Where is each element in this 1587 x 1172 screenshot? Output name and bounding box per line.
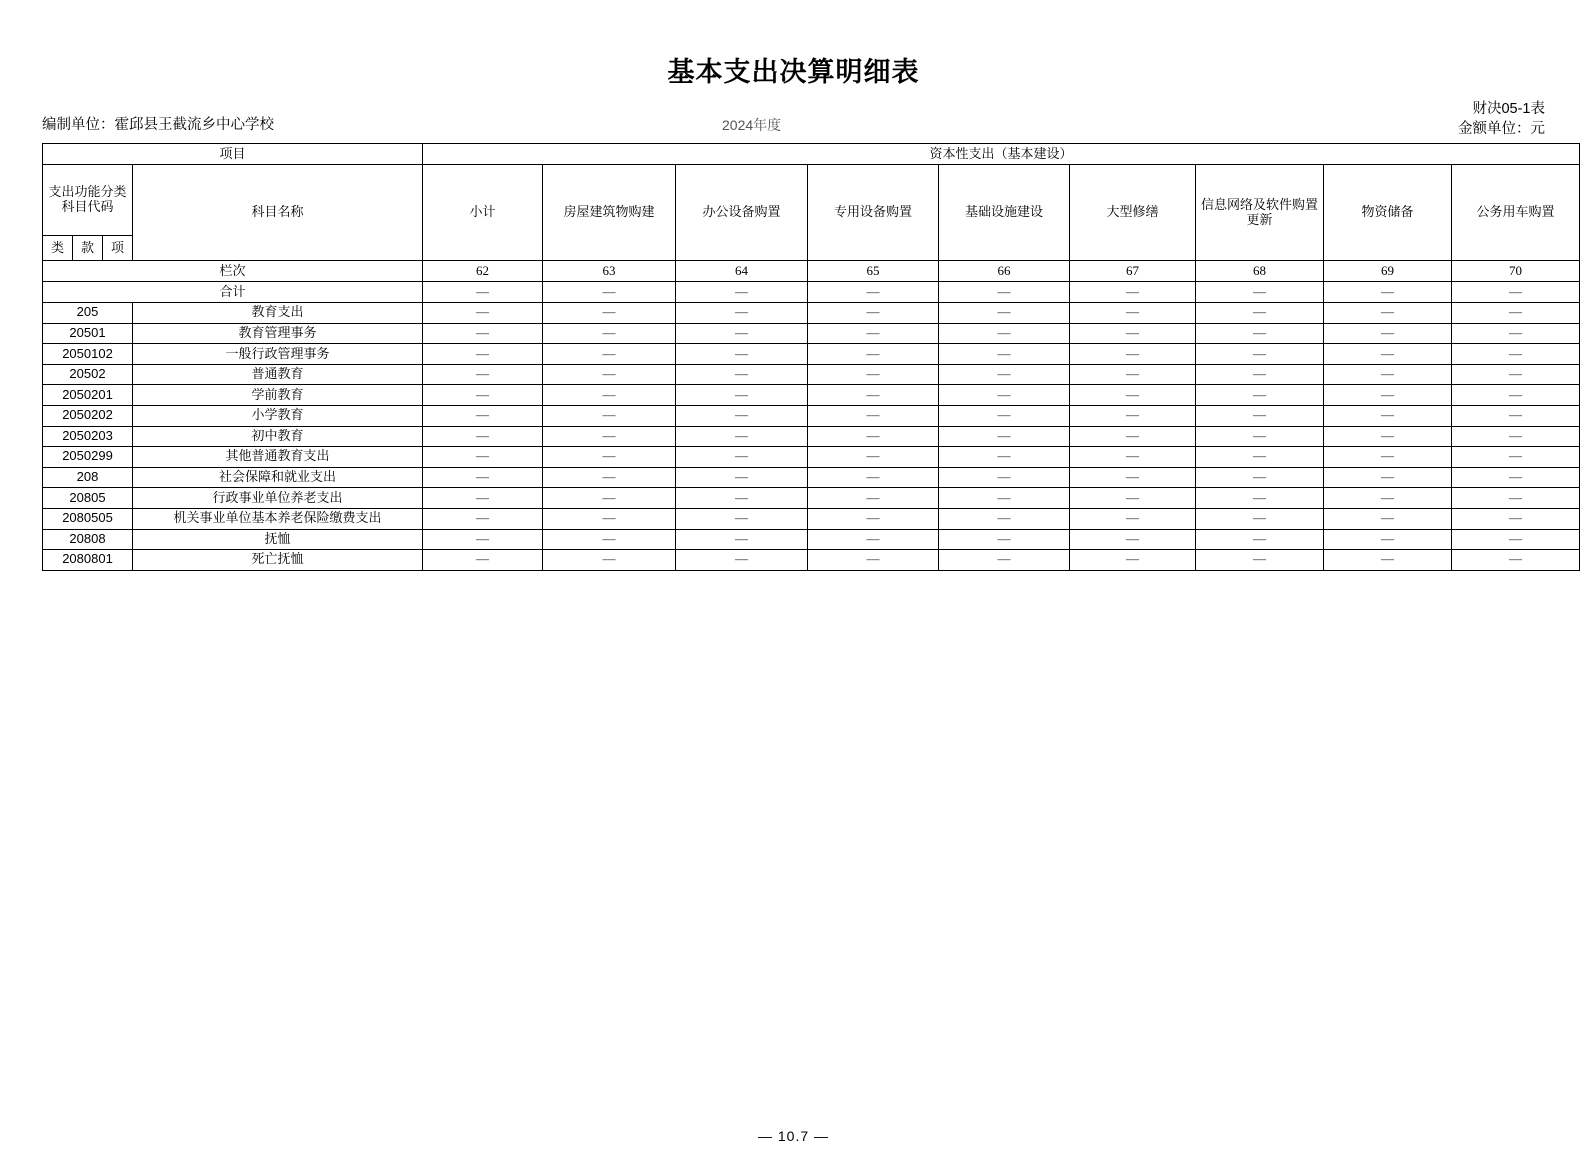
row-value: —	[1324, 467, 1452, 488]
row-value: —	[939, 447, 1070, 468]
row-value: —	[676, 323, 808, 344]
row-name: 教育管理事务	[133, 323, 423, 344]
row-value: —	[1324, 508, 1452, 529]
code-subheader-class: 类	[43, 236, 73, 261]
row-value: —	[808, 529, 939, 550]
page-footer: — 10.7 —	[757, 1128, 830, 1144]
row-value: —	[543, 426, 676, 447]
row-value: —	[939, 364, 1070, 385]
row-value: —	[423, 467, 543, 488]
amount-unit: 金额单位：元	[1458, 121, 1545, 137]
row-code: 20501	[43, 323, 133, 344]
total-value: —	[1324, 282, 1452, 303]
lanci-64: 64	[676, 261, 808, 282]
column-header-subtotal: 小计	[423, 165, 543, 261]
row-value: —	[1452, 447, 1580, 468]
column-header-it-network: 信息网络及软件购置更新	[1196, 165, 1324, 261]
row-code: 205	[43, 303, 133, 324]
row-value: —	[939, 344, 1070, 365]
row-value: —	[676, 426, 808, 447]
row-value: —	[939, 405, 1070, 426]
row-value: —	[808, 405, 939, 426]
row-value: —	[423, 447, 543, 468]
compiling-unit-value: 霍邱县王截流乡中心学校	[114, 117, 274, 133]
column-header-official-vehicle: 公务用车购置	[1452, 165, 1580, 261]
row-value: —	[1070, 447, 1196, 468]
row-value: —	[1070, 467, 1196, 488]
total-value: —	[676, 282, 808, 303]
row-value: —	[1452, 529, 1580, 550]
fiscal-year: 2024年度	[722, 117, 782, 133]
row-value: —	[1196, 426, 1324, 447]
lanci-70: 70	[1452, 261, 1580, 282]
row-name: 抚恤	[133, 529, 423, 550]
row-value: —	[676, 550, 808, 571]
row-value: —	[543, 364, 676, 385]
row-value: —	[1452, 364, 1580, 385]
table-row	[43, 550, 1580, 571]
table-row	[43, 385, 1580, 406]
row-code: 2050203	[43, 426, 133, 447]
row-value: —	[1452, 323, 1580, 344]
row-value: —	[543, 467, 676, 488]
row-code: 2050202	[43, 405, 133, 426]
table-row	[43, 364, 1580, 385]
row-value: —	[543, 405, 676, 426]
row-value: —	[808, 344, 939, 365]
row-value: —	[1070, 529, 1196, 550]
row-value: —	[1324, 529, 1452, 550]
row-value: —	[1324, 550, 1452, 571]
row-value: —	[808, 385, 939, 406]
row-value: —	[808, 426, 939, 447]
row-value: —	[939, 508, 1070, 529]
row-name: 机关事业单位基本养老保险缴费支出	[133, 508, 423, 529]
row-value: —	[423, 529, 543, 550]
row-value: —	[808, 467, 939, 488]
row-value: —	[1452, 550, 1580, 571]
row-name: 行政事业单位养老支出	[133, 488, 423, 509]
table-lanci-row	[43, 261, 1580, 282]
row-value: —	[676, 303, 808, 324]
row-value: —	[1452, 405, 1580, 426]
row-value: —	[1070, 488, 1196, 509]
row-value: —	[1070, 303, 1196, 324]
row-value: —	[543, 550, 676, 571]
compiling-unit-label: 编制单位：	[42, 117, 115, 133]
table-row	[43, 447, 1580, 468]
row-code: 20808	[43, 529, 133, 550]
row-value: —	[1196, 323, 1324, 344]
row-value: —	[543, 303, 676, 324]
row-value: —	[1196, 364, 1324, 385]
total-value: —	[1452, 282, 1580, 303]
row-value: —	[939, 467, 1070, 488]
row-code: 2080505	[43, 508, 133, 529]
row-value: —	[423, 303, 543, 324]
row-value: —	[939, 426, 1070, 447]
row-value: —	[1070, 508, 1196, 529]
row-value: —	[939, 488, 1070, 509]
column-header-special-equipment: 专用设备购置	[808, 165, 939, 261]
row-value: —	[1070, 405, 1196, 426]
row-value: —	[543, 385, 676, 406]
row-value: —	[1452, 344, 1580, 365]
row-value: —	[1324, 405, 1452, 426]
lanci-69: 69	[1324, 261, 1452, 282]
row-value: —	[423, 405, 543, 426]
row-value: —	[423, 488, 543, 509]
total-value: —	[939, 282, 1070, 303]
total-value: —	[423, 282, 543, 303]
table-header-row	[43, 165, 1580, 236]
row-name: 一般行政管理事务	[133, 344, 423, 365]
row-value: —	[543, 488, 676, 509]
total-value: —	[808, 282, 939, 303]
row-value: —	[1324, 323, 1452, 344]
row-code: 2050299	[43, 447, 133, 468]
compiling-unit	[42, 113, 274, 134]
row-code: 2050201	[43, 385, 133, 406]
row-value: —	[676, 385, 808, 406]
table-row	[43, 344, 1580, 365]
row-value: —	[1452, 385, 1580, 406]
row-value: —	[939, 323, 1070, 344]
row-value: —	[939, 550, 1070, 571]
lanci-67: 67	[1070, 261, 1196, 282]
lanci-62: 62	[423, 261, 543, 282]
row-value: —	[1196, 488, 1324, 509]
row-value: —	[676, 529, 808, 550]
table-row	[43, 405, 1580, 426]
row-value: —	[1452, 488, 1580, 509]
meta-row	[0, 101, 1587, 143]
row-value: —	[1196, 447, 1324, 468]
row-value: —	[1452, 508, 1580, 529]
row-value: —	[808, 323, 939, 344]
row-value: —	[676, 344, 808, 365]
row-value: —	[423, 508, 543, 529]
row-value: —	[1070, 323, 1196, 344]
row-value: —	[1196, 303, 1324, 324]
row-value: —	[808, 447, 939, 468]
row-value: —	[543, 508, 676, 529]
row-code: 2050102	[43, 344, 133, 365]
row-name: 其他普通教育支出	[133, 447, 423, 468]
row-value: —	[1324, 447, 1452, 468]
row-value: —	[1324, 488, 1452, 509]
total-value: —	[1070, 282, 1196, 303]
table-row	[43, 488, 1580, 509]
total-value: —	[543, 282, 676, 303]
column-header-material-reserve: 物资储备	[1324, 165, 1452, 261]
row-value: —	[543, 344, 676, 365]
row-value: —	[1452, 467, 1580, 488]
row-value: —	[1324, 303, 1452, 324]
table-group-header-row	[43, 144, 1580, 165]
row-value: —	[423, 323, 543, 344]
row-code: 20805	[43, 488, 133, 509]
row-name: 教育支出	[133, 303, 423, 324]
row-value: —	[1070, 385, 1196, 406]
row-value: —	[423, 344, 543, 365]
row-value: —	[676, 467, 808, 488]
table-row	[43, 323, 1580, 344]
page	[0, 50, 1587, 1172]
group-header-capital: 资本性支出（基本建设）	[423, 144, 1580, 165]
row-code: 208	[43, 467, 133, 488]
table-row	[43, 303, 1580, 324]
row-value: —	[1324, 426, 1452, 447]
row-value: —	[939, 529, 1070, 550]
row-value: —	[1070, 426, 1196, 447]
row-value: —	[1196, 385, 1324, 406]
table-total-row	[43, 282, 1580, 303]
row-value: —	[676, 508, 808, 529]
row-value: —	[1070, 550, 1196, 571]
row-value: —	[676, 364, 808, 385]
row-code: 2080801	[43, 550, 133, 571]
column-header-major-repair: 大型修缮	[1070, 165, 1196, 261]
row-value: —	[676, 405, 808, 426]
column-header-infrastructure: 基础设施建设	[939, 165, 1070, 261]
form-number: 财决05-1表	[1472, 101, 1545, 117]
row-value: —	[808, 303, 939, 324]
expenditure-table	[42, 143, 1580, 571]
row-value: —	[1452, 303, 1580, 324]
lanci-65: 65	[808, 261, 939, 282]
row-value: —	[676, 447, 808, 468]
row-value: —	[1196, 529, 1324, 550]
total-value: —	[1196, 282, 1324, 303]
row-value: —	[543, 529, 676, 550]
row-value: —	[1324, 385, 1452, 406]
row-name: 初中教育	[133, 426, 423, 447]
name-header: 科目名称	[133, 165, 423, 261]
row-name: 普通教育	[133, 364, 423, 385]
row-value: —	[939, 385, 1070, 406]
row-name: 小学教育	[133, 405, 423, 426]
row-value: —	[543, 447, 676, 468]
row-value: —	[423, 426, 543, 447]
table-row	[43, 508, 1580, 529]
column-header-building: 房屋建筑物购建	[543, 165, 676, 261]
table-row	[43, 529, 1580, 550]
page-title: 基本支出决算明细表	[667, 57, 920, 87]
row-value: —	[543, 323, 676, 344]
row-value: —	[423, 550, 543, 571]
row-value: —	[1196, 550, 1324, 571]
lanci-label: 栏次	[43, 261, 423, 282]
column-header-office-equipment: 办公设备购置	[676, 165, 808, 261]
code-subheader-item: 项	[103, 236, 133, 261]
row-value: —	[1452, 426, 1580, 447]
code-header: 支出功能分类科目代码	[43, 165, 133, 236]
row-value: —	[808, 364, 939, 385]
code-subheader-section: 款	[73, 236, 103, 261]
total-label: 合计	[43, 282, 423, 303]
row-value: —	[808, 508, 939, 529]
row-value: —	[1196, 344, 1324, 365]
row-value: —	[808, 488, 939, 509]
row-name: 学前教育	[133, 385, 423, 406]
group-header-project: 项目	[43, 144, 423, 165]
lanci-68: 68	[1196, 261, 1324, 282]
row-value: —	[423, 364, 543, 385]
row-value: —	[1196, 467, 1324, 488]
lanci-66: 66	[939, 261, 1070, 282]
row-value: —	[1196, 508, 1324, 529]
table-row	[43, 426, 1580, 447]
row-value: —	[1196, 405, 1324, 426]
lanci-63: 63	[543, 261, 676, 282]
row-value: —	[423, 385, 543, 406]
row-value: —	[1324, 344, 1452, 365]
row-value: —	[676, 488, 808, 509]
row-value: —	[1070, 344, 1196, 365]
row-value: —	[1324, 364, 1452, 385]
row-name: 死亡抚恤	[133, 550, 423, 571]
row-code: 20502	[43, 364, 133, 385]
row-value: —	[808, 550, 939, 571]
row-value: —	[939, 303, 1070, 324]
row-name: 社会保障和就业支出	[133, 467, 423, 488]
table-row	[43, 467, 1580, 488]
row-value: —	[1070, 364, 1196, 385]
